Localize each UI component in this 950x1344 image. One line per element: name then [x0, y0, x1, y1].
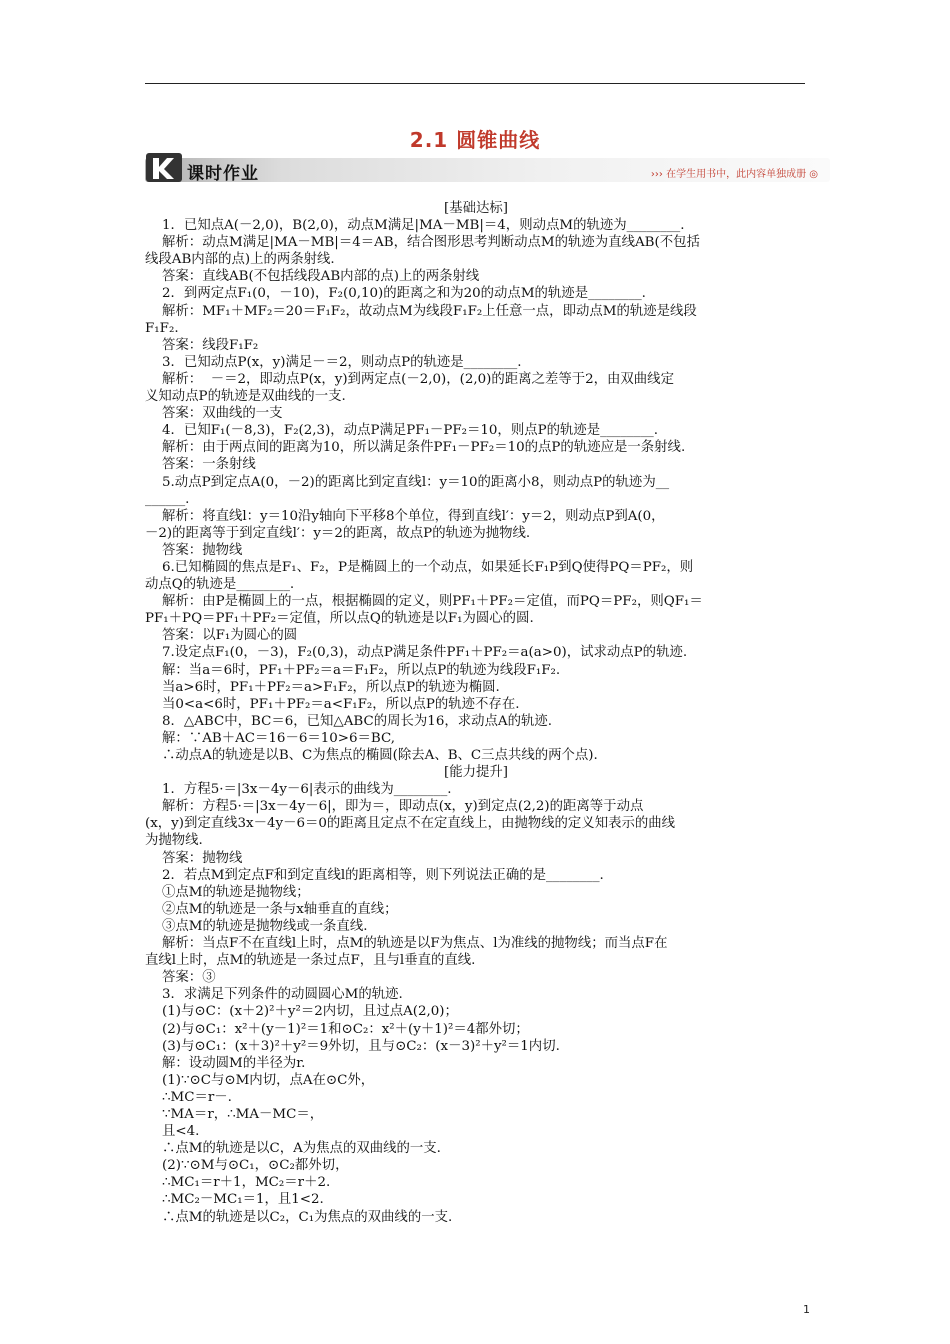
header-rule [145, 83, 805, 84]
text-line: 且<4. [145, 1124, 200, 1140]
text-line: ∴MC₂－MC₁＝1，且1<2. [145, 1192, 324, 1208]
text-line: 6.已知椭圆的焦点是F₁、F₂，P是椭圆上的一个动点，如果延长F₁P到Q使得PQ＝PF₂，则 [145, 559, 694, 575]
text-line: 2．到两定点F₁(0，－10)，F₂(0,10)的距离之和为20的动点M的轨迹是________. [145, 286, 646, 302]
text-line: F₁F₂. [145, 320, 179, 336]
text-line: 1．方程5·＝|3x－4y－6|表示的曲线为________. [145, 782, 452, 798]
text-line: 解析： －＝2，即动点P(x，y)到两定点(－2,0)，(2,0)的距离之差等于2，由双曲线定 [145, 371, 674, 387]
text-line: 直线l上时，点M的轨迹是一条过点F，且与l垂直的直线. [145, 953, 476, 969]
text-line: ∴点M的轨迹是以C，A为焦点的双曲线的一支. [145, 1141, 441, 1157]
section-banner [145, 150, 830, 184]
text-line: 1．已知点A(－2,0)，B(2,0)，动点M满足|MA－MB|＝4，则动点M的轨迹为________. [145, 218, 685, 234]
text-line: ∴MC₁＝r＋1，MC₂＝r＋2. [145, 1175, 331, 1191]
text-line: 答案：以F₁为圆心的圆 [145, 628, 298, 644]
text-line: ③点M的轨迹是抛物线或一条直线. [145, 918, 368, 934]
text-line: ∴点M的轨迹是以C₂，C₁为焦点的双曲线的一支. [145, 1209, 453, 1225]
text-line: 解析：由于两点间的距离为10，所以满足条件PF₁－PF₂＝10的点P的轨迹应是一条射线. [145, 440, 686, 456]
text-line: ______. [145, 491, 190, 507]
exercise-content [145, 200, 807, 1226]
text-line: ∴动点A的轨迹是以B、C为焦点的椭圆(除去A、B、C三点共线的两个点). [145, 748, 598, 763]
text-line: 答案：双曲线的一支 [145, 406, 283, 422]
banner-title: 课时作业 [187, 164, 259, 184]
text-line: 5.动点P到定点A(0，－2)的距离比到定直线l：y＝10的距离小8，则动点P的轨迹为__ [145, 474, 670, 490]
text-line: 解：设动圆M的半径为r. [145, 1055, 306, 1071]
text-line: (3)与⊙C₁：(x＋3)²＋y²＝9外切，且与⊙C₂：(x－3)²＋y²＝1内切. [145, 1038, 560, 1054]
text-line: 答案：抛物线 [145, 542, 243, 558]
text-line: 解：当a＝6时，PF₁＋PF₂＝a＝F₁F₂，所以点P的轨迹为线段F₁F₂. [145, 662, 561, 678]
text-line: 答案：直线AB(不包括线段AB内部的点)上的两条射线 [145, 269, 480, 285]
page-title: 2.1 圆锥曲线 [409, 128, 541, 152]
text-line: 解析：方程5·＝|3x－4y－6|，即为＝，即动点(x，y)到定点(2,2)的距离等于动点 [145, 799, 644, 815]
text-line: 动点Q的轨迹是________. [145, 577, 295, 593]
text-line: 解析：由P是椭圆上的一点，根据椭圆的定义，则PF₁＋PF₂＝定值，而PQ＝PF₂，则QF₁＝ [145, 594, 703, 610]
text-line: 3．求满足下列条件的动圆圆心M的轨迹. [145, 987, 403, 1003]
text-line: 答案：线段F₁F₂ [145, 337, 259, 353]
text-line: ∵MA＝r，∴MA－MC＝， [145, 1106, 324, 1122]
text-line: 4．已知F₁(－8,3)，F₂(2,3)，动点P满足PF₁－PF₂＝10，则点P的轨迹是________. [145, 423, 658, 439]
text-line: 8．△ABC中，BC＝6，已知△ABC的周长为16，求动点A的轨迹. [145, 713, 553, 729]
text-line: 答案：抛物线 [145, 850, 243, 866]
section-heading: [能力提升] [443, 765, 508, 781]
text-line: 解析：MF₁＋MF₂＝20＝F₁F₂，故动点M为线段F₁F₂上任意一点，即动点M的轨迹是线段 [145, 303, 697, 319]
text-line: 3．已知动点P(x，y)满足－＝2，则动点P的轨迹是________. [145, 354, 522, 370]
text-line: (2)∵⊙M与⊙C₁，⊙C₂都外切， [145, 1158, 349, 1174]
text-line: 当0<a<6时，PF₁＋PF₂＝a<F₁F₂，所以点P的轨迹不存在. [145, 696, 520, 712]
text-line: 答案：③ [145, 970, 216, 986]
k-logo-icon [145, 150, 185, 184]
text-line: 解析：将直线l：y＝10沿y轴向下平移8个单位，得到直线l′：y＝2，则动点P到A(0， [145, 508, 665, 524]
section-heading: [基础达标] [443, 201, 508, 216]
text-line: 解：∵AB＋AC＝16－6＝10>6＝BC, [145, 730, 396, 746]
text-line: ①点M的轨迹是抛物线； [145, 884, 310, 900]
text-line: 解析：当点F不在直线l上时，点M的轨迹是以F为焦点、l为准线的抛物线；而当点F在 [145, 936, 668, 952]
text-line: ②点M的轨迹是一条与x轴垂直的直线； [145, 901, 398, 917]
text-line: ∴MC＝r－. [145, 1089, 232, 1105]
text-line: 解析：动点M满足|MA－MB|＝4＝AB，结合图形思考判断动点M的轨迹为直线AB(不包括 [145, 235, 700, 251]
text-line: PF₁＋PQ＝PF₁＋PF₂＝定值，所以点Q的轨迹是以F₁为圆心的圆. [145, 611, 534, 627]
text-line: 义知动点P的轨迹是双曲线的一支. [145, 389, 346, 405]
text-line: 2．若点M到定点F和到定直线l的距离相等，则下列说法正确的是________. [145, 867, 604, 883]
text-line: 线段AB内部的点)上的两条射线. [145, 252, 335, 268]
banner-note: ››› 在学生用书中，此内容单独成册 ◎ [650, 169, 818, 180]
text-line: －2)的距离等于到定直线l′：y＝2的距离，故点P的轨迹为抛物线. [145, 525, 531, 541]
text-line: (2)与⊙C₁：x²＋(y－1)²＝1和⊙C₂：x²＋(y＋1)²＝4都外切； [145, 1021, 529, 1037]
text-line: 答案：一条射线 [145, 457, 256, 473]
text-line: (1)与⊙C：(x＋2)²＋y²＝2内切，且过点A(2,0)； [145, 1004, 458, 1020]
text-line: (x，y)到定直线3x－4y－6＝0的距离且定点不在定直线上，由抛物线的定义知表示的曲线 [145, 816, 676, 832]
text-line: (1)∵⊙C与⊙M内切，点A在⊙C外， [145, 1072, 375, 1088]
text-line: 7.设定点F₁(0，－3)，F₂(0,3)，动点P满足条件PF₁＋PF₂＝a(a>0)，试求动点P的轨迹. [145, 645, 688, 661]
text-line: 当a>6时，PF₁＋PF₂＝a>F₁F₂，所以点P的轨迹为椭圆. [145, 679, 500, 695]
page-number: 1 [803, 1303, 810, 1316]
text-line: 为抛物线. [145, 833, 203, 849]
